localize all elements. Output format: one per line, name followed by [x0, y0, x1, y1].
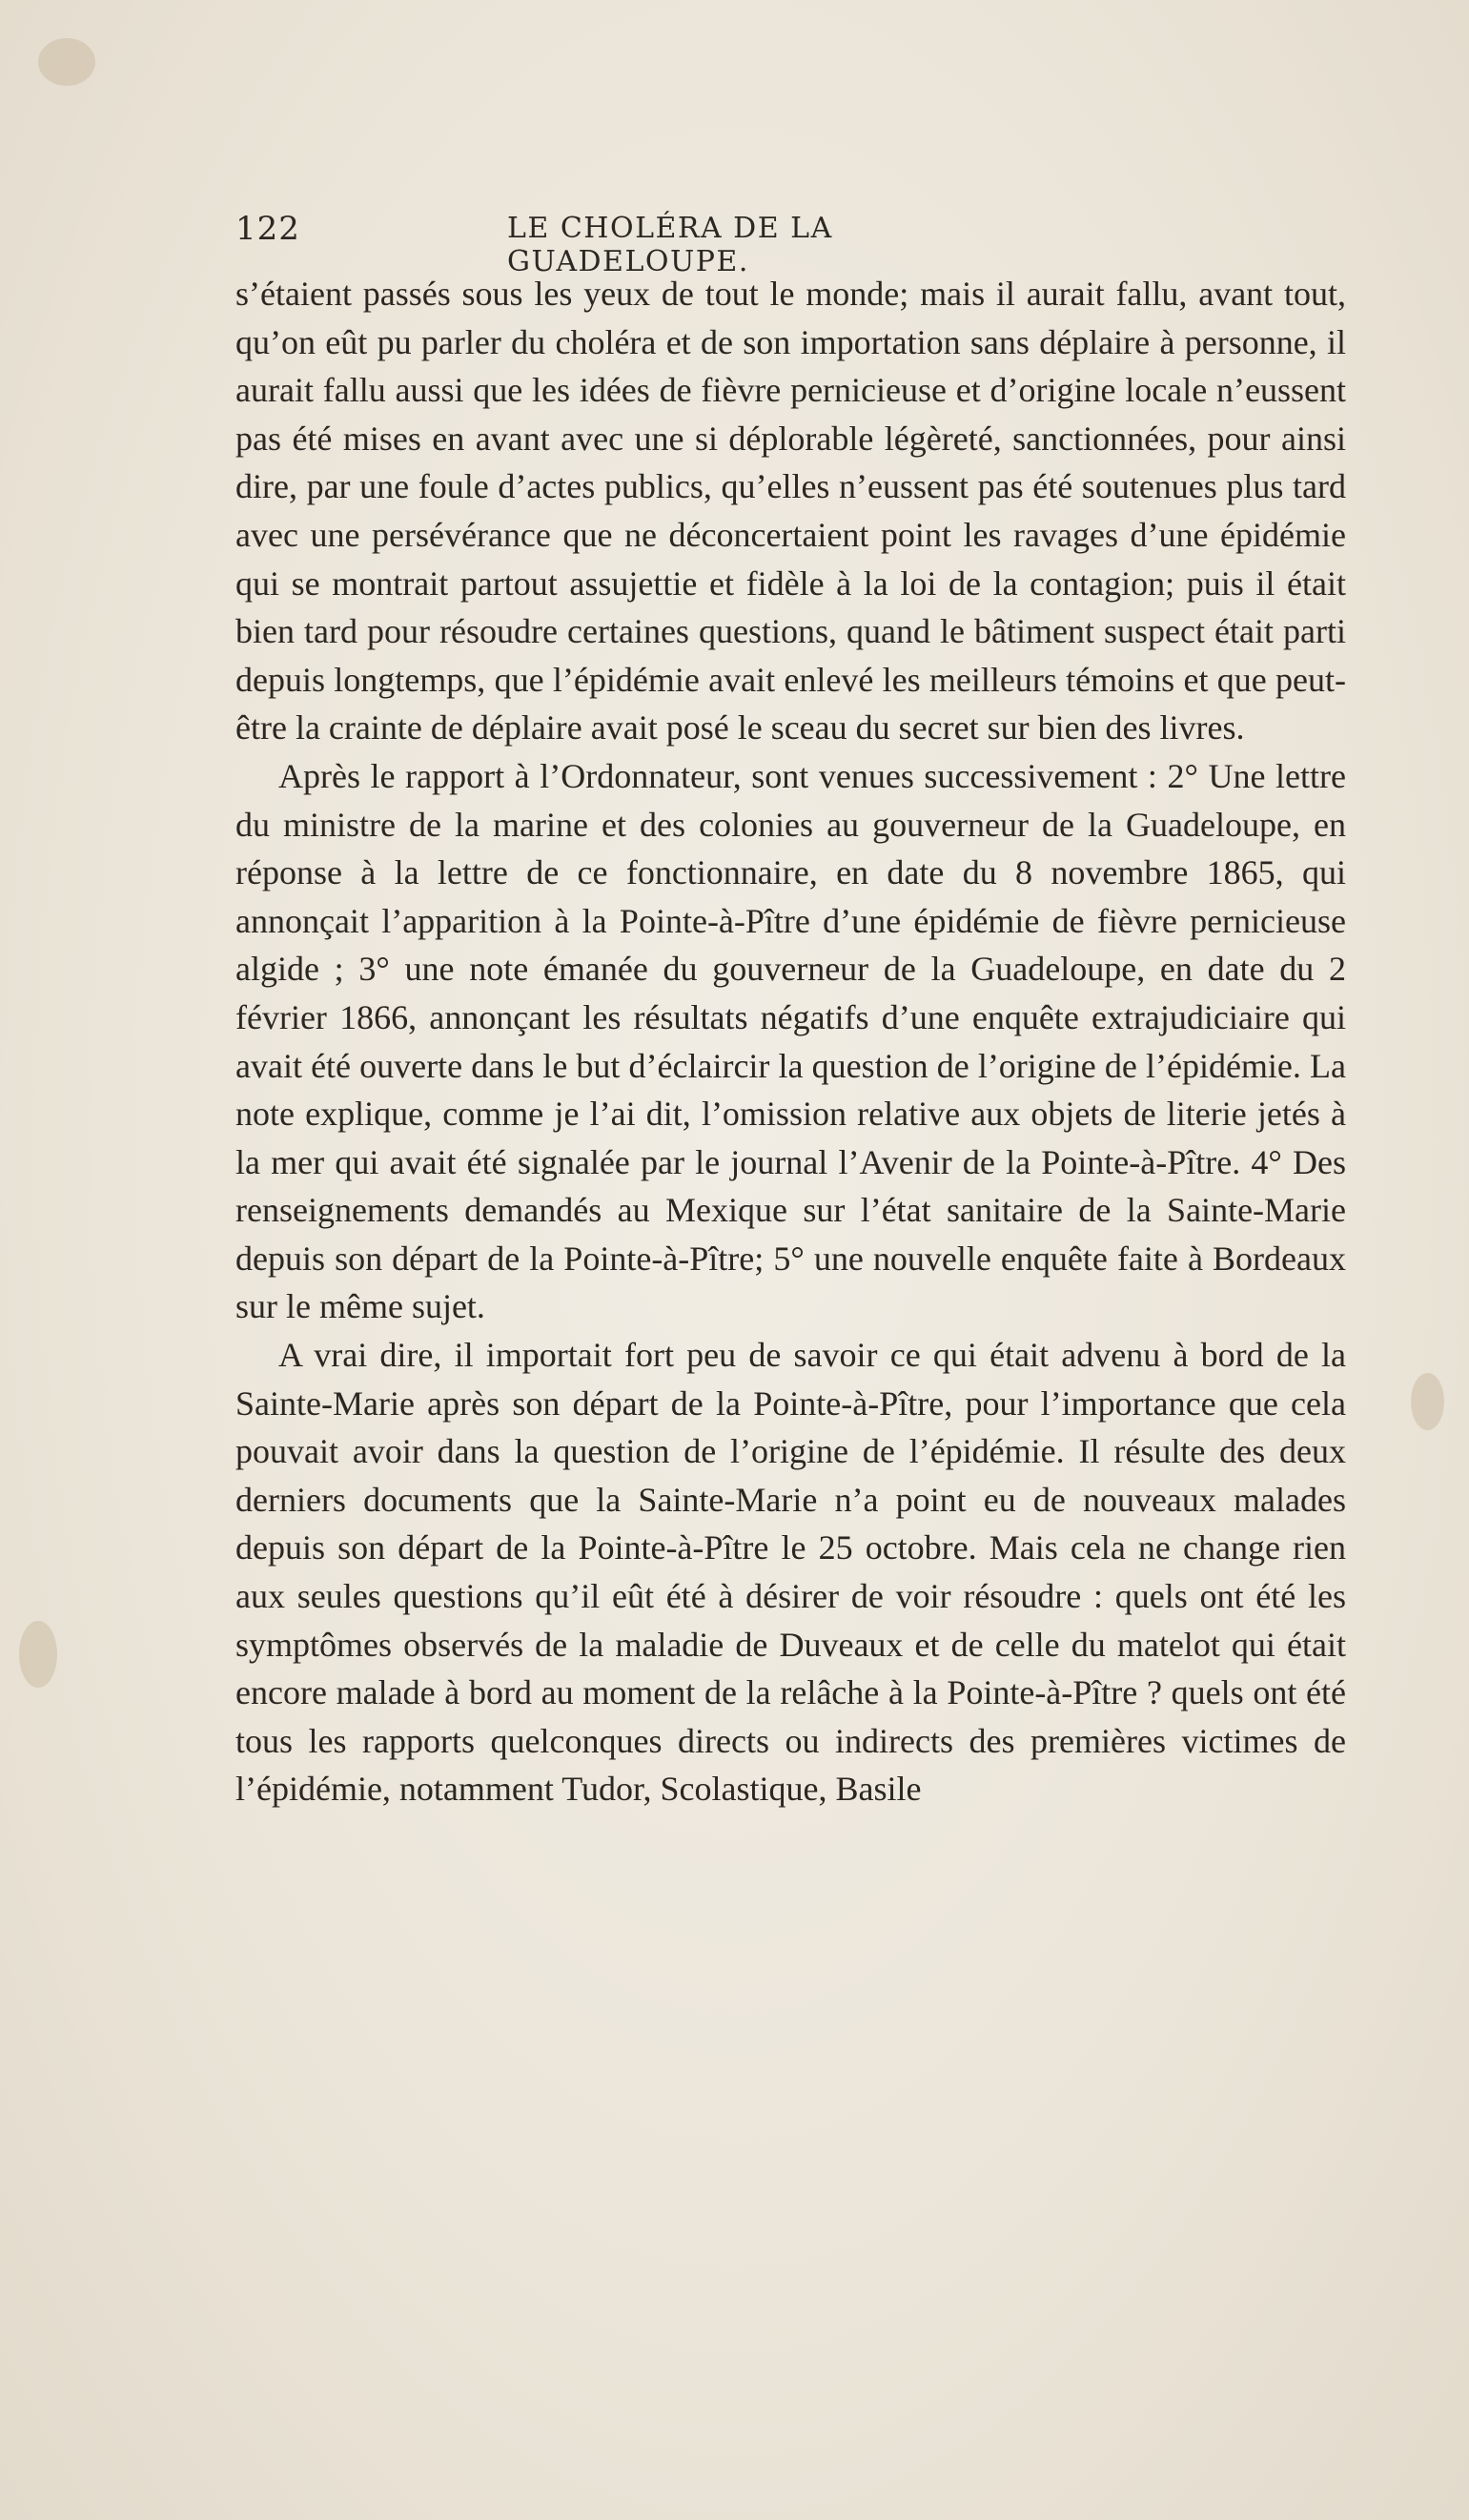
running-head — [235, 210, 1055, 278]
paper-stain — [19, 1621, 57, 1688]
paragraph-1: s’étaient passés sous les yeux de tout le monde; mais il aurait fallu, avant tout, qu’on eût pu parler du choléra et de son importation sans déplaire à personne, il aurait fallu aussi que les idées de fièvre pernicieuse et d’origine locale n’eussent pas été mises en avant avec une si déplorable légèreté, sanctionnées, pour ainsi dire, par une foule d’actes publics, qu’elles n’eussent pas été soutenues plus tard avec une persévérance que ne déconcertaient point les ravages d’une épidémie qui se montrait partout assujettie et fidèle à la loi de la contagion; puis il était bien tard pour résoudre certaines questions, quand le bâtiment suspect était parti depuis longtemps, que l’épidémie avait enlevé les meilleurs témoins et que peut-être la crainte de déplaire avait posé le sceau du secret sur bien des livres. — [235, 275, 1346, 748]
body-text — [235, 270, 1346, 1813]
paragraph-3: A vrai dire, il importait fort peu de savoir ce qui était advenu à bord de la Sainte-Marie après son départ de la Pointe-à-Pître, pour l’importance que cela pouvait avoir dans la question de l’origine de l’épidémie. Il résulte des deux derniers documents que la Sainte-Marie n’a point eu de nouveaux malades depuis son départ de la Pointe-à-Pître le 25 octobre. Mais cela ne change rien aux seules questions qu’il eût été à désirer de voir résoudre : quels ont été les symptômes observés de la maladie de Duveaux et de celle du matelot qui était encore malade à bord au moment de la relâche à la Pointe-à-Pître ? quels ont été tous les rapports quelconques directs ou indirects des premières victimes de l’épidémie, notamment Tudor, Scolastique, Basile — [235, 1336, 1346, 1809]
paper-stain — [1411, 1373, 1444, 1430]
paper-stain — [38, 38, 95, 86]
paragraph-2: Après le rapport à l’Ordonnateur, sont venues successivement : 2° Une lettre du ministre de la marine et des colonies au gouverneur de la Guadeloupe, en réponse à la lettre de ce fonctionnaire, en date du 8 novembre 1865, qui annonçait l’apparition à la Pointe-à-Pître d’une épidémie de fièvre pernicieuse algide ; 3° une note émanée du gouverneur de la Guadeloupe, en date du 2 février 1866, annonçant les résultats négatifs d’une enquête extrajudiciaire qui avait été ouverte dans le but d’éclaircir la question de l’origine de l’épidémie. La note explique, comme je l’ai dit, l’omission relative aux objets de literie jetés à la mer qui avait été signalée par le journal l’Avenir de la Pointe-à-Pître. 4° Des renseignements demandés au Mexique sur l’état sanitaire de la Sainte-Marie depuis son départ de la Pointe-à-Pître; 5° une nouvelle enquête faite à Bordeaux sur le même sujet. — [235, 756, 1346, 1326]
page-number: 122 — [235, 210, 300, 248]
running-title: LE CHOLÉRA DE LA GUADELOUPE. — [507, 212, 833, 278]
